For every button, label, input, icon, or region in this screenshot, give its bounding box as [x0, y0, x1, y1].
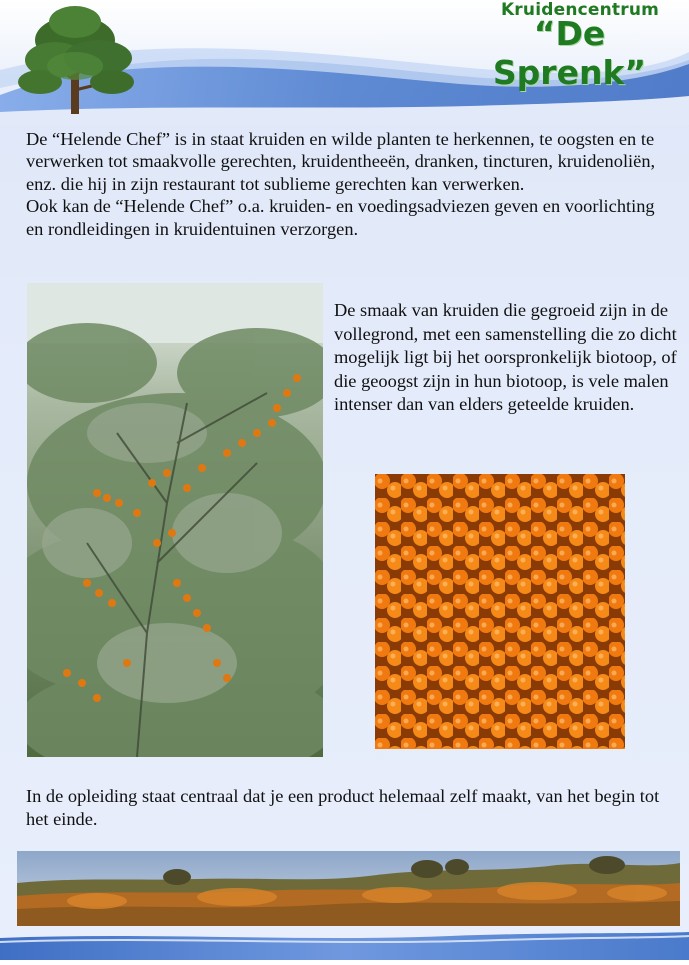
header-banner: [0, 0, 689, 125]
brand-subtitle: Kruidencentrum: [500, 0, 660, 20]
intro-text: [26, 128, 666, 240]
sea-buckthorn-bush-photo: [27, 283, 323, 757]
intro-paragraph-2: Ook kan de “Helende Chef” o.a. kruiden- en voedingsadviezen geven en voorlichting en rondleidingen in kruidentuinen verzorgen.: [26, 196, 655, 239]
footer-wave: [0, 928, 689, 960]
side-text: De smaak van kruiden die gegroeid zijn in de vollegrond, met een samenstelling die zo dicht mogelijk ligt bij het oorspronkelijk biotoop, of die geoogst zijn in hun biotoop, is vele malen intenser dan van elders geteelde kruiden.: [334, 300, 677, 414]
sea-buckthorn-berries-photo: [375, 474, 625, 749]
brand-name: “De Sprenk”: [492, 14, 647, 92]
dune-landscape-photo: [17, 851, 680, 926]
intro-paragraph-1: De “Helende Chef” is in staat kruiden en wilde planten te herkennen, te oogsten en te verwerken tot smaakvolle gerechten, kruidentheeën, dranken, tincturen, kruidenoliën, enz. die hij in zijn restaurant tot sublieme gerechten kan verwerken.: [26, 129, 656, 194]
closing-text: In de opleiding staat centraal dat je een product helemaal zelf maakt, van het begin tot het einde.: [26, 786, 660, 829]
